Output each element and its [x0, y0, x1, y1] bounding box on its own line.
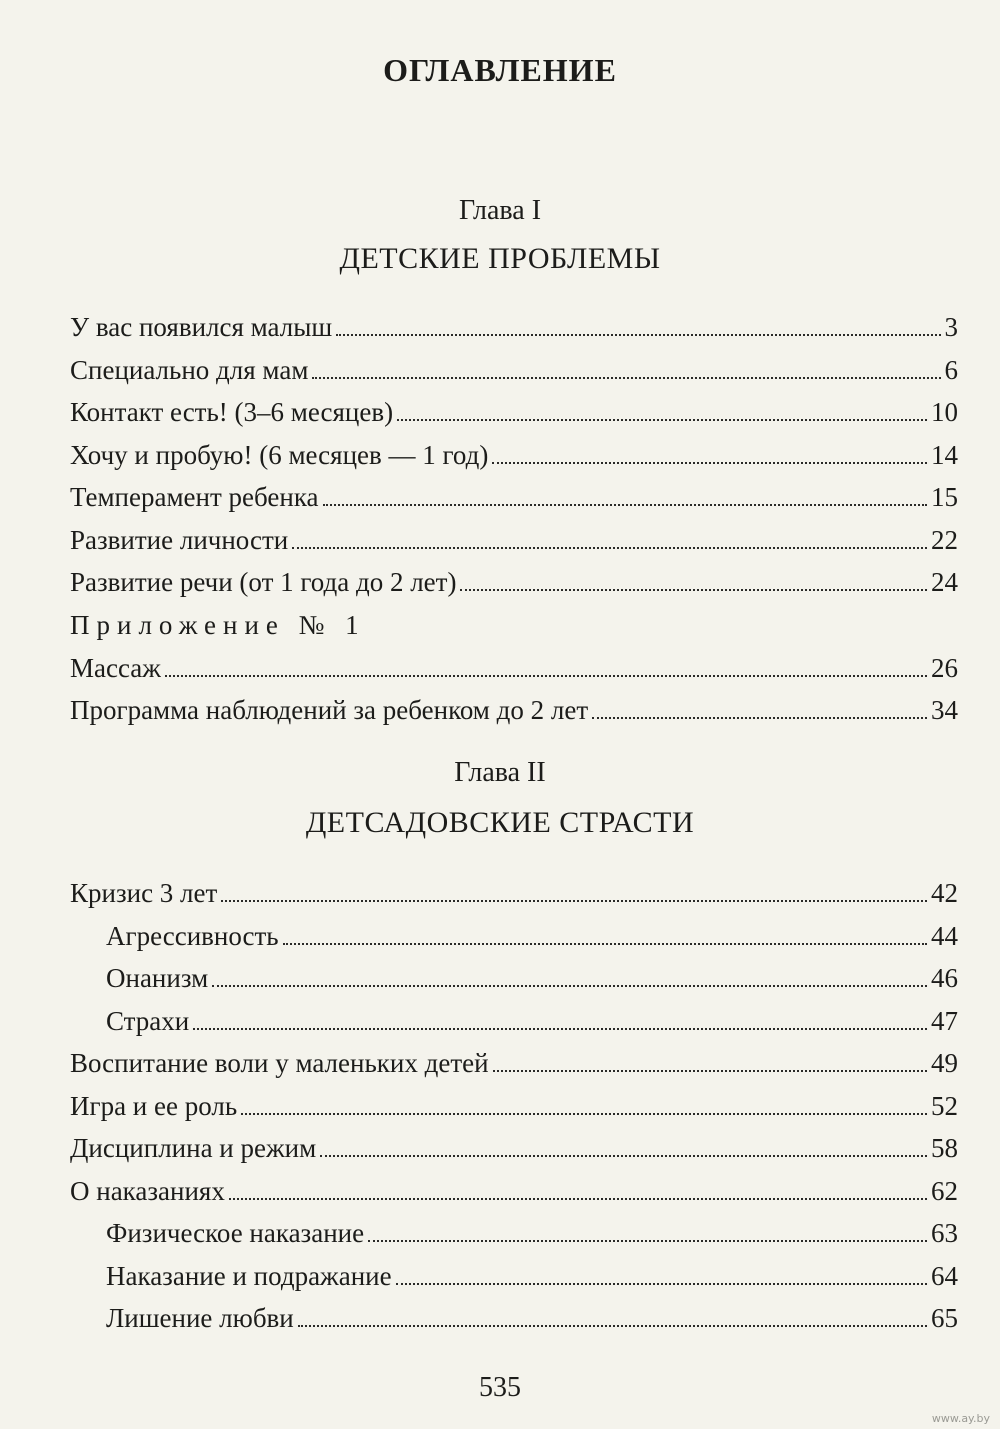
- dot-leader: [229, 1198, 927, 1200]
- watermark: www.ay.by: [931, 1412, 990, 1425]
- dot-leader: [292, 547, 927, 549]
- toc-entry[interactable]: [70, 437, 958, 473]
- toc-entry-label: О наказаниях: [70, 1176, 225, 1206]
- dot-leader: [336, 334, 940, 336]
- dot-leader: [368, 1240, 927, 1242]
- dot-leader: [298, 1325, 927, 1327]
- toc-entry-page: 24: [931, 567, 958, 597]
- toc-entry[interactable]: [70, 692, 958, 728]
- toc-entry-page: 65: [931, 1303, 958, 1333]
- toc-entry-page: 52: [931, 1091, 958, 1121]
- dot-leader: [283, 943, 927, 945]
- toc-entry-page: 44: [931, 921, 958, 951]
- toc-entry-label: Игра и ее роль: [70, 1091, 238, 1121]
- toc-subentry[interactable]: [106, 1300, 958, 1336]
- toc-entry[interactable]: [70, 650, 958, 686]
- toc-entry-label: Развитие речи (от 1 года до 2 лет): [70, 567, 457, 597]
- toc-entry-label: Специально для мам: [70, 355, 309, 385]
- toc-entry-label: Кризис 3 лет: [70, 878, 218, 908]
- toc-entry-page: 49: [931, 1048, 958, 1078]
- dot-leader: [241, 1113, 927, 1115]
- toc-entry-label: Развитие личности: [70, 525, 289, 555]
- toc-entry-page: 22: [931, 525, 958, 555]
- toc-entry-page: 58: [931, 1133, 958, 1163]
- toc-entry-page: 6: [944, 355, 958, 385]
- toc-entry-page: 14: [931, 440, 958, 470]
- toc-entry-page: 47: [931, 1006, 958, 1036]
- toc-entry-page: 46: [931, 963, 958, 993]
- chapter-1-title: ДЕТСКИЕ ПРОБЛЕМЫ: [339, 242, 661, 275]
- dot-leader: [212, 985, 927, 987]
- toc-entry-label: Агрессивность: [106, 921, 279, 951]
- toc-entry-label: Дисциплина и режим: [70, 1133, 317, 1163]
- toc-subentry[interactable]: [106, 1215, 958, 1251]
- toc-entry-label: Наказание и подражание: [106, 1261, 392, 1291]
- toc-entry-label: Темперамент ребенка: [70, 482, 319, 512]
- toc-subentry[interactable]: [106, 1003, 958, 1039]
- dot-leader: [165, 675, 927, 677]
- toc-entry-label: Программа наблюдений за ребенком до 2 лет: [70, 695, 589, 725]
- dot-leader: [312, 377, 940, 379]
- dot-leader: [396, 1283, 927, 1285]
- dot-leader: [193, 1028, 927, 1030]
- toc-subentry[interactable]: [106, 918, 958, 954]
- dot-leader: [320, 1155, 927, 1157]
- dot-leader: [493, 1070, 927, 1072]
- toc-entry-page: 63: [931, 1218, 958, 1248]
- toc-entry-page: 3: [944, 312, 958, 342]
- chapter-2-title: ДЕТСАДОВСКИЕ СТРАСТИ: [305, 806, 695, 839]
- dot-leader: [221, 900, 927, 902]
- toc-entry[interactable]: [70, 1173, 958, 1209]
- toc-entry[interactable]: [70, 394, 958, 430]
- toc-entry-label: Страхи: [106, 1006, 190, 1036]
- chapter-2-number: Глава II: [454, 757, 546, 788]
- toc-entry-page: 10: [931, 397, 958, 427]
- dot-leader: [323, 504, 927, 506]
- toc-entry-label: Физическое наказание: [106, 1218, 365, 1248]
- toc-entry[interactable]: [70, 875, 958, 911]
- chapter-1-number: Глава I: [458, 195, 542, 226]
- toc-entry-label: Лишение любви: [106, 1303, 294, 1333]
- dot-leader: [397, 419, 927, 421]
- toc-entry[interactable]: [70, 352, 958, 388]
- toc-entry-page: 15: [931, 482, 958, 512]
- toc-entry-page: 64: [931, 1261, 958, 1291]
- page-title: ОГЛАВЛЕНИЕ: [383, 52, 617, 88]
- toc-subentry[interactable]: [106, 960, 958, 996]
- toc-entry-label: Онанизм: [106, 963, 209, 993]
- toc-entry[interactable]: [70, 1130, 958, 1166]
- toc-entry-page: 42: [931, 878, 958, 908]
- dot-leader: [460, 589, 927, 591]
- toc-entry-page: 26: [931, 653, 958, 683]
- appendix-heading: Приложение № 1: [70, 610, 366, 640]
- toc-entry[interactable]: [70, 1045, 958, 1081]
- toc-entry[interactable]: [70, 522, 958, 558]
- page-number: 535: [479, 1372, 521, 1403]
- toc-entry-label: Хочу и пробую! (6 месяцев — 1 год): [70, 440, 489, 470]
- toc-entry[interactable]: [70, 309, 958, 345]
- toc-entry-label: Контакт есть! (3–6 месяцев): [70, 397, 394, 427]
- toc-subentry[interactable]: [106, 1258, 958, 1294]
- toc-entry-page: 34: [931, 695, 958, 725]
- toc-entry[interactable]: [70, 479, 958, 515]
- toc-entry-page: 62: [931, 1176, 958, 1206]
- toc-entry[interactable]: [70, 1088, 958, 1124]
- toc-entry[interactable]: [70, 564, 958, 600]
- toc-entry-label: Массаж: [70, 653, 161, 683]
- toc-entry-label: У вас появился малыш: [70, 312, 333, 342]
- dot-leader: [492, 462, 927, 464]
- toc-entry-label: Воспитание воли у маленьких детей: [70, 1048, 489, 1078]
- dot-leader: [592, 717, 927, 719]
